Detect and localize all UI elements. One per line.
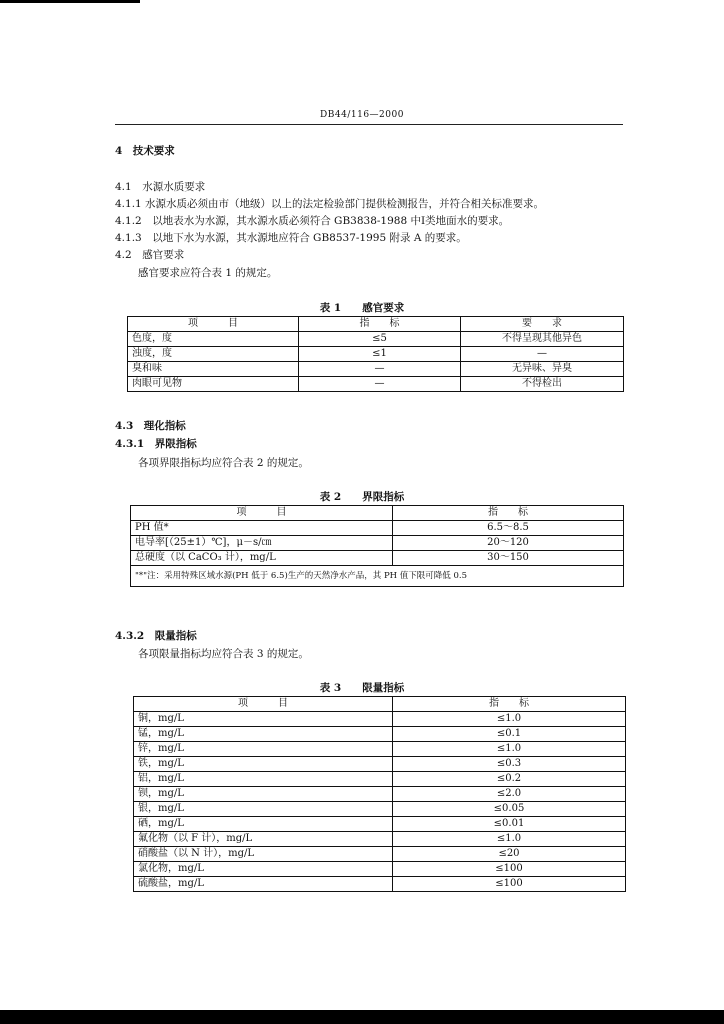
table-cell: 总硬度（以 CaCO₃ 计），mg/L [131,551,393,566]
table-row [131,521,624,536]
table2-caption: 表 2 界限指标 [319,491,405,503]
table-note: "*"注：采用特殊区域水源(PH 低于 6.5)生产的天然净水产品，其 PH 值下限可降低 0.5 [131,566,624,587]
clause-4-3: 4.3 理化指标 [115,420,186,432]
table-cell: 锌，mg/L [134,742,393,757]
table-header-cell: 项 目 [134,697,393,712]
table1-caption: 表 1 感官要求 [319,302,405,314]
table-cell: ≤0.05 [393,802,626,817]
table-cell: 6.5～8.5 [393,521,624,536]
clause-4-2-text: 感官要求应符合表 1 的规定。 [138,267,278,279]
table-cell: ≤100 [393,877,626,892]
table-cell: ≤1.0 [393,832,626,847]
table-note-row [131,566,624,587]
table-row [128,347,624,362]
table-cell: ≤100 [393,862,626,877]
table-cell: ≤20 [393,847,626,862]
table-cell: 不得呈现其他异色 [461,332,624,347]
table-row [134,802,626,817]
table-cell: 氯化物，mg/L [134,862,393,877]
table-row [128,332,624,347]
table-cell: ≤1.0 [393,742,626,757]
table-header-cell: 指 标 [299,317,461,332]
table3 [133,696,626,892]
table-header-cell: 要 求 [461,317,624,332]
table-cell: 电导率[（25±1）℃]，μ－s/㎝ [131,536,393,551]
scan-bottom-edge [0,1010,724,1024]
table-row [128,377,624,392]
clause-4-1-3: 4.1.3 以地下水为水源，其水源地应符合 GB8537-1995 附录 A 的要求。 [115,232,467,244]
table-header-row [128,317,624,332]
clause-4-3-2-text: 各项限量指标均应符合表 3 的规定。 [138,648,309,660]
table-cell: 硫酸盐，mg/L [134,877,393,892]
table-cell: ≤5 [299,332,461,347]
table-cell: 臭和味 [128,362,299,377]
table-cell: ≤0.01 [393,817,626,832]
table-cell: 铝，mg/L [134,772,393,787]
table-cell: 20～120 [393,536,624,551]
table-cell: PH 值* [131,521,393,536]
header-rule [115,124,623,125]
table-cell: 硝酸盐（以 N 计），mg/L [134,847,393,862]
document-code: DB44/116—2000 [320,110,404,120]
table-cell: 银，mg/L [134,802,393,817]
table-row [134,772,626,787]
table-cell: 肉眼可见物 [128,377,299,392]
table-cell: 浊度，度 [128,347,299,362]
table-row [131,536,624,551]
table-cell: 锰，mg/L [134,727,393,742]
table-header-cell: 项 目 [131,506,393,521]
table-header-cell: 指 标 [393,506,624,521]
clause-4-1-1: 4.1.1 水源水质必须由市（地级）以上的法定检验部门提供检测报告，并符合相关标准要求。 [115,198,545,210]
clause-4-3-2: 4.3.2 限量指标 [115,630,197,642]
clause-4-1: 4.1 水源水质要求 [115,181,206,193]
table-cell: 30～150 [393,551,624,566]
table-cell: 色度，度 [128,332,299,347]
table-cell: ≤0.1 [393,727,626,742]
table-row [134,727,626,742]
table-row [134,742,626,757]
table-cell: — [461,347,624,362]
table-row [134,877,626,892]
table-header-row [131,506,624,521]
table1 [127,316,624,392]
table-row [134,787,626,802]
table-cell: 不得检出 [461,377,624,392]
clause-4-2: 4.2 感官要求 [115,249,185,261]
table-cell: 硒，mg/L [134,817,393,832]
table-row [134,862,626,877]
table-cell: 铜，mg/L [134,712,393,727]
table-header-cell: 指 标 [393,697,626,712]
table-cell: 无异味、异臭 [461,362,624,377]
table-cell: ≤1 [299,347,461,362]
table3-caption: 表 3 限量指标 [319,682,405,694]
table-row [128,362,624,377]
table-cell: ≤0.2 [393,772,626,787]
table-cell: 钡，mg/L [134,787,393,802]
table-row [131,551,624,566]
table-header-cell: 项 目 [128,317,299,332]
clause-4-1-2: 4.1.2 以地表水为水源，其水源水质必须符合 GB3838-1988 中Ⅰ类地面水的要求。 [115,215,510,227]
table-row [134,847,626,862]
clause-4-3-1: 4.3.1 界限指标 [115,438,197,450]
clause-4-3-1-text: 各项界限指标均应符合表 2 的规定。 [138,457,309,469]
table-cell: 氟化物（以 F 计），mg/L [134,832,393,847]
table-cell: 铁，mg/L [134,757,393,772]
table-row [134,757,626,772]
section-heading: 4 技术要求 [115,145,175,157]
table-cell: ≤1.0 [393,712,626,727]
table-cell: — [299,377,461,392]
table-cell: — [299,362,461,377]
table-row [134,712,626,727]
table-row [134,817,626,832]
table-cell: ≤2.0 [393,787,626,802]
table-row [134,832,626,847]
scan-edge-mark [0,0,140,3]
table-header-row [134,697,626,712]
table-cell: ≤0.3 [393,757,626,772]
table2 [130,505,624,587]
